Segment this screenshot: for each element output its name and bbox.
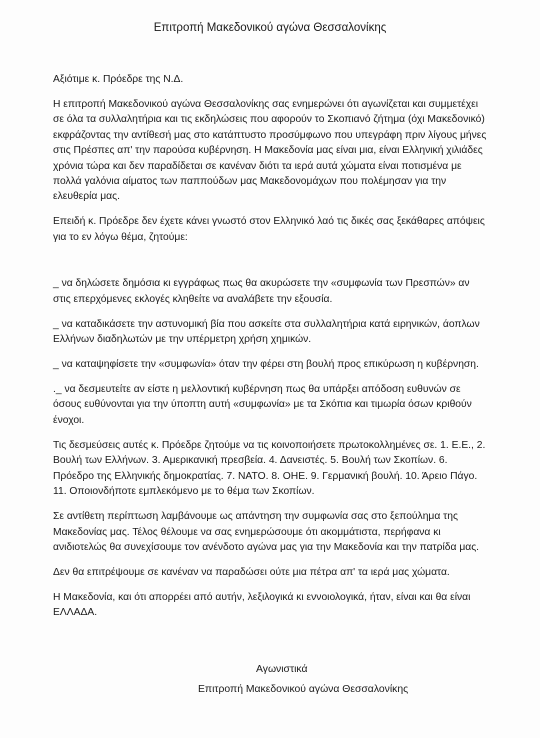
body-paragraph: Επειδή κ. Πρόεδρε δεν έχετε κάνει γνωστό στον Ελληνικό λαό τις δικές σας ξεκάθαρες απόψεις για το εν λόγω θέμα, ζητούμε: bbox=[53, 216, 485, 243]
signature-block bbox=[0, 660, 540, 700]
body-paragraph: Τις δεσμεύσεις αυτές κ. Πρόεδρε ζητούμε να τις κοινοποιήσετε πρωτοκολλημένες σε. 1. Ε.Ε., 2. Βουλή των Ελλήνων. 3. Αμερικανική πρεσβεία. 4. Δανειστές. 5. Βουλή των Σκοπίων. 6. Πρόεδρο της Ελληνικής δημοκρατίας. 7. ΝΑΤΟ. 8. ΟΗΕ. 9. Γερμανική βουλή. 10. Άρειο Πάγο. 11. Οποιονδήποτε εμπλεκόμενο με το θέμα των Σκοπίων. bbox=[53, 439, 486, 498]
signature-organization: Επιτροπή Μακεδονικού αγώνα Θεσσαλονίκης bbox=[198, 684, 409, 695]
demand-item: _ να καταψηφίσετε την «συμφωνία» όταν την φέρει στη βουλή προς επικύρωση η κυβέρνηση. bbox=[53, 359, 479, 371]
body-paragraph: Η επιτροπή Μακεδονικού αγώνα Θεσσαλονίκης σας ενημερώνει ότι αγωνίζεται και συμμετέχει σε όλα τα συλλαλητήρια και τις εκδηλώσεις που αφορούν το Σκοπιανό ζήτημα (όχι Μακεδονικό) εκφράζοντας την αντίθεσή μας στο κατάπτυστο προσύμφωνο που υπεγράφη πριν λίγους μήνες στις Πρέσπες απ' την παρούσα κυβέρνηση. Η Μακεδονία μας είναι μια, είναι Ελληνική χιλιάδες χρόνια τώρα και δεν παραδίδεται σε κανέναν διότι τα ιερά αυτά χώματα είναι ποτισμένα με πολλά γαλόνια αίματος των παππούδων μας Μακεδονομάχων που πολέμησαν για την ελευθερία μας. bbox=[53, 99, 487, 203]
demand-item: _ να δηλώσετε δημόσια κι εγγράφως πως θα ακυρώσετε την «συμφωνία των Πρεσπών» αν στις επερχόμενες εκλογές κληθείτε να αναλάβετε την εξουσία. bbox=[53, 278, 470, 305]
salutation: Αξιότιμε κ. Πρόεδρε της Ν.Δ. bbox=[53, 74, 184, 85]
body-paragraph: Σε αντίθετη περίπτωση λαμβάνουμε ως απάντηση την συμφωνία σας στο ξεπούλημα της Μακεδονίας μας. Τέλος θέλουμε να σας ενημερώσουμε ότι ακομμάτιστα, περήφανα κι ανιδιοτελώς θα συνεχίσουμε τον ανένδοτο αγώνα μας για την Μακεδονία και την πατρίδα μας. bbox=[53, 511, 480, 553]
demand-item: _ να καταδικάσετε την αστυνομική βία που ασκείτε στα συλλαλητήρια κατά ειρηνικών, άοπλων Ελλήνων διαδηλωτών με την υπέρμετρη χρήση χημικών. bbox=[53, 318, 480, 346]
letter-body bbox=[53, 72, 487, 630]
letter-header: Επιτροπή Μακεδονικού αγώνα Θεσσαλονίκης bbox=[153, 22, 387, 34]
signature-closing: Αγωνιστικά bbox=[256, 664, 308, 675]
body-paragraph: Δεν θα επιτρέψουμε σε κανέναν να παραδώσει ούτε μια πέτρα απ' τα ιερά μας χώματα. bbox=[53, 566, 450, 578]
body-paragraph: Η Μακεδονία, και ότι απορρέει από αυτήν, λεξιλογικά κι εννοιολογικά, ήταν, είναι και θα είναι ΕΛΛΑΔΑ. bbox=[53, 591, 471, 619]
demand-item: ._ να δεσμευτείτε αν είστε η μελλοντική κυβέρνηση πως θα υπάρξει απόδοση ευθυνών σε όσους ευθύνονται για την ύποπτη αυτή «συμφωνία» με τα Σκόπια και τιμωρία όσων κριθούν ένοχοι. bbox=[53, 384, 472, 426]
